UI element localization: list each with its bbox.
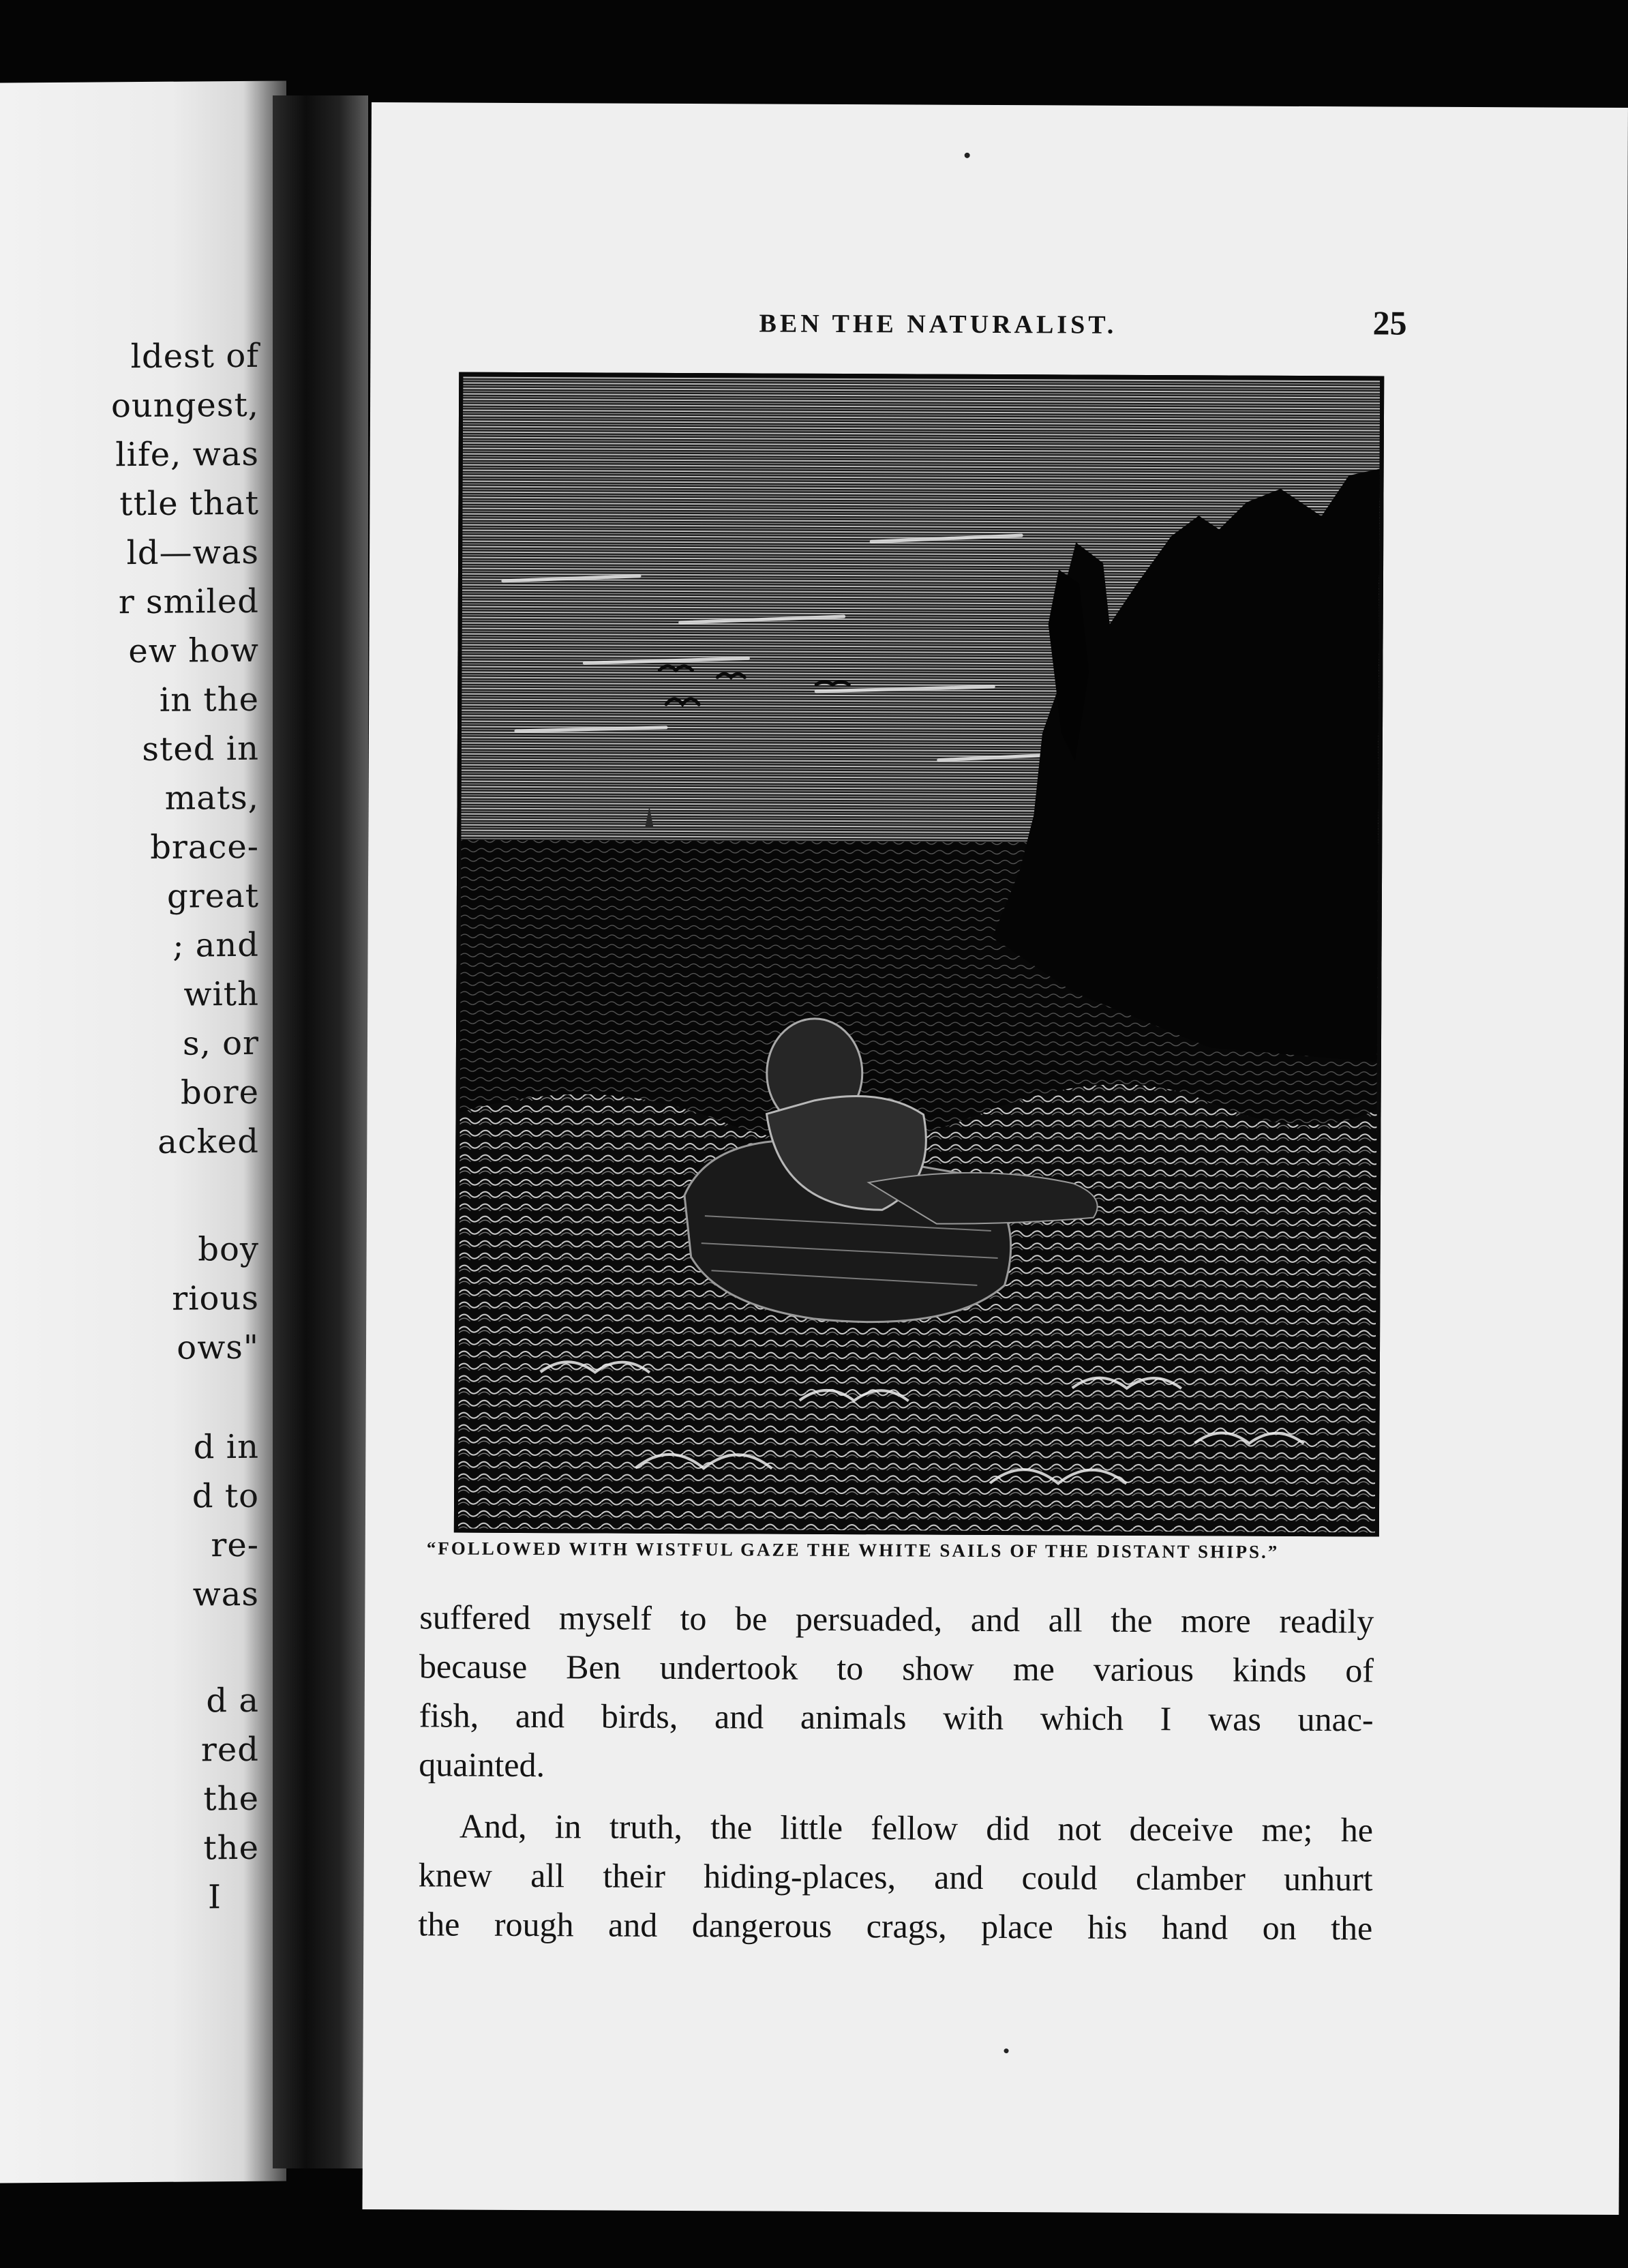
left-page-line: brace-: [150, 827, 259, 867]
print-speck: [965, 153, 970, 158]
page-number: 25: [1372, 303, 1407, 342]
left-page-line: bore: [181, 1073, 259, 1112]
left-page-line: ldest of: [130, 336, 259, 376]
left-page-line: rious: [172, 1279, 259, 1318]
engraving-illustration: [454, 372, 1384, 1537]
text-line: suffered myself to be persuaded, and all the more readily: [419, 1598, 1374, 1641]
left-page-line: was: [192, 1575, 259, 1614]
left-page-line: ld—was: [126, 533, 259, 573]
text-line: fish, and birds, and animals with which I was unac-: [419, 1696, 1374, 1739]
left-page-line: ; and: [172, 925, 259, 965]
left-page-line: d in: [193, 1427, 259, 1467]
book-gutter: [273, 95, 368, 2168]
text-line: quainted.: [419, 1745, 545, 1785]
left-page-line: the: [203, 1779, 259, 1819]
left-page-line: life, was: [115, 434, 259, 475]
left-page-line: d to: [192, 1476, 259, 1516]
text-line: knew all their hiding-places, and could clamber unhurt: [418, 1855, 1373, 1898]
left-page-line: r smiled: [118, 582, 259, 622]
illustration-caption: “FOLLOWED WITH WISTFUL GAZE THE WHITE SAILS OF THE DISTANT SHIPS.”: [426, 1538, 1280, 1562]
seascape-engraving: [458, 376, 1380, 1533]
left-page-line: ows": [177, 1328, 259, 1367]
left-page-line: sted in: [142, 729, 259, 769]
left-page-line: I: [208, 1878, 222, 1917]
left-page-line: ttle that: [119, 483, 259, 524]
text-line: And, in truth, the little fellow did not deceive me; he: [459, 1806, 1374, 1849]
left-page-line: with: [183, 974, 259, 1014]
print-speck: [1004, 2048, 1009, 2053]
left-page-line: in the: [159, 680, 259, 719]
body-text: [418, 1592, 1374, 1952]
left-page-line: red: [200, 1730, 259, 1770]
left-page-line: the: [203, 1828, 259, 1868]
left-page-line: acked: [157, 1122, 259, 1161]
left-page-line: boy: [198, 1229, 259, 1269]
right-page: [363, 102, 1628, 2215]
text-line: because Ben undertook to show me various kinds of: [419, 1647, 1374, 1690]
left-page-line: ew how: [128, 631, 259, 671]
left-page-line: great: [167, 876, 259, 916]
left-page-line: oungest,: [110, 385, 259, 426]
running-head: BEN THE NATURALIST.: [759, 309, 1117, 340]
left-page: [0, 81, 286, 2183]
left-page-line: mats,: [164, 778, 259, 818]
left-page-line: re-: [211, 1525, 259, 1565]
left-page-line: s, or: [183, 1024, 259, 1063]
text-line: the rough and dangerous crags, place his hand on the: [418, 1905, 1373, 1948]
left-page-line: d a: [206, 1681, 259, 1720]
